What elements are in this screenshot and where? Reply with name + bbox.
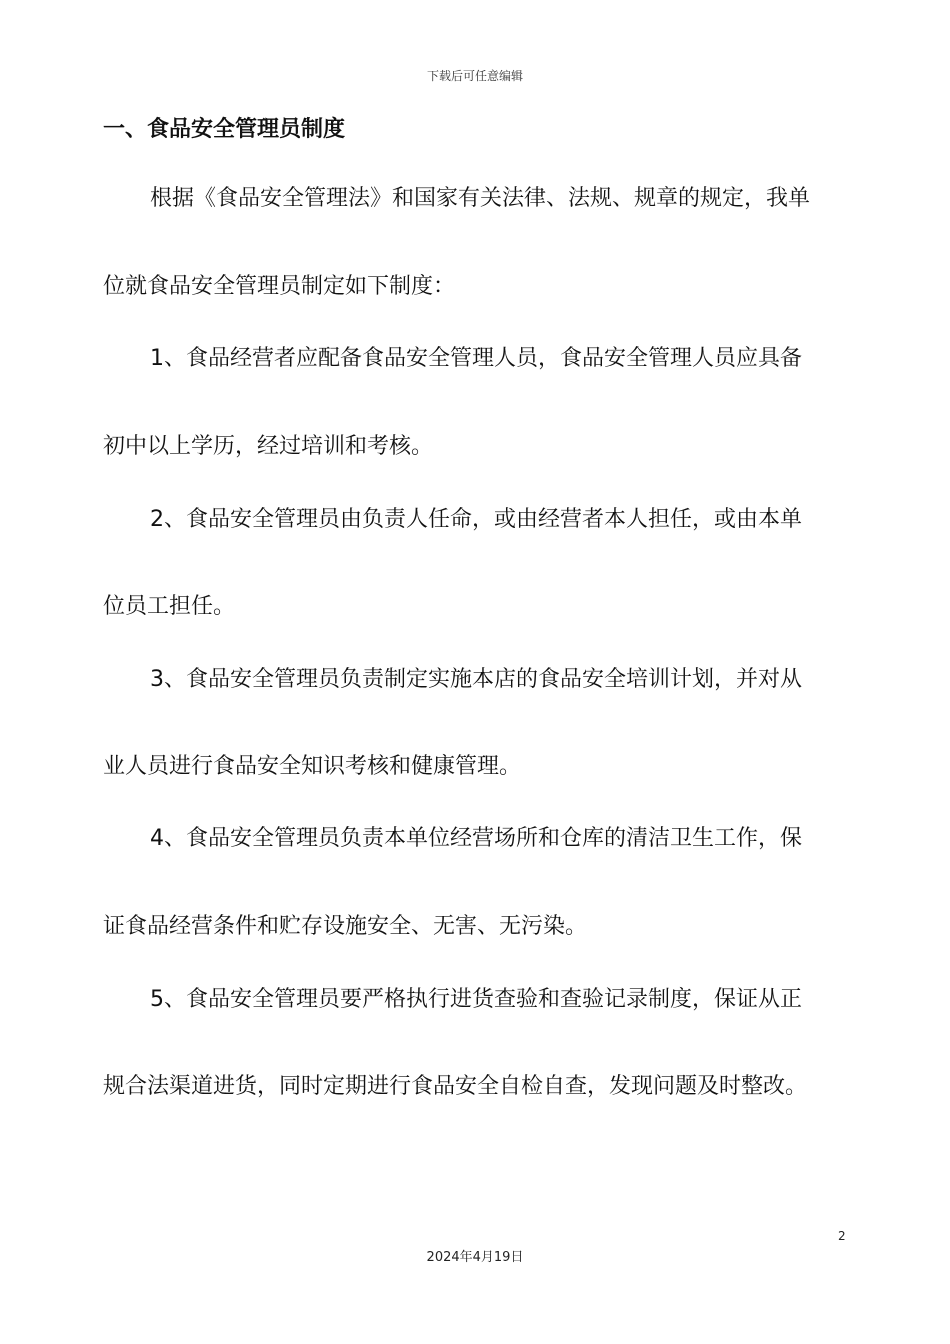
rule-1-line-2: 初中以上学历，经过培训和考核。 <box>103 434 434 459</box>
rule-3-line-2: 业人员进行食品安全知识考核和健康管理。 <box>103 754 522 779</box>
rule-2-line-1: 2、食品安全管理员由负责人任命，或由经营者本人担任，或由本单 <box>150 507 802 532</box>
rule-4-line-2: 证食品经营条件和贮存设施安全、无害、无污染。 <box>103 914 588 939</box>
rule-4-line-1: 4、食品安全管理员负责本单位经营场所和仓库的清洁卫生工作，保 <box>150 826 802 851</box>
rule-5-line-1: 5、食品安全管理员要严格执行进货查验和查验记录制度，保证从正 <box>150 987 802 1012</box>
rule-5-line-2: 规合法渠道进货，同时定期进行食品安全自检自查，发现问题及时整改。 <box>103 1074 808 1099</box>
rule-1-line-1: 1、食品经营者应配备食品安全管理人员，食品安全管理人员应具备 <box>150 346 802 371</box>
section-title: 一、食品安全管理员制度 <box>103 117 346 142</box>
paragraph-intro-line-1: 根据《食品安全管理法》和国家有关法律、法规、规章的规定，我单 <box>150 186 811 211</box>
paragraph-intro-line-2: 位就食品安全管理员制定如下制度： <box>103 274 456 299</box>
header-note: 下载后可任意编辑 <box>426 69 523 83</box>
rule-2-line-2: 位员工担任。 <box>103 594 236 619</box>
rule-3-line-1: 3、食品安全管理员负责制定实施本店的食品安全培训计划，并对从 <box>150 667 802 692</box>
footer-date: 2024年4月19日 <box>426 1250 524 1265</box>
page-number: 2 <box>838 1229 846 1243</box>
